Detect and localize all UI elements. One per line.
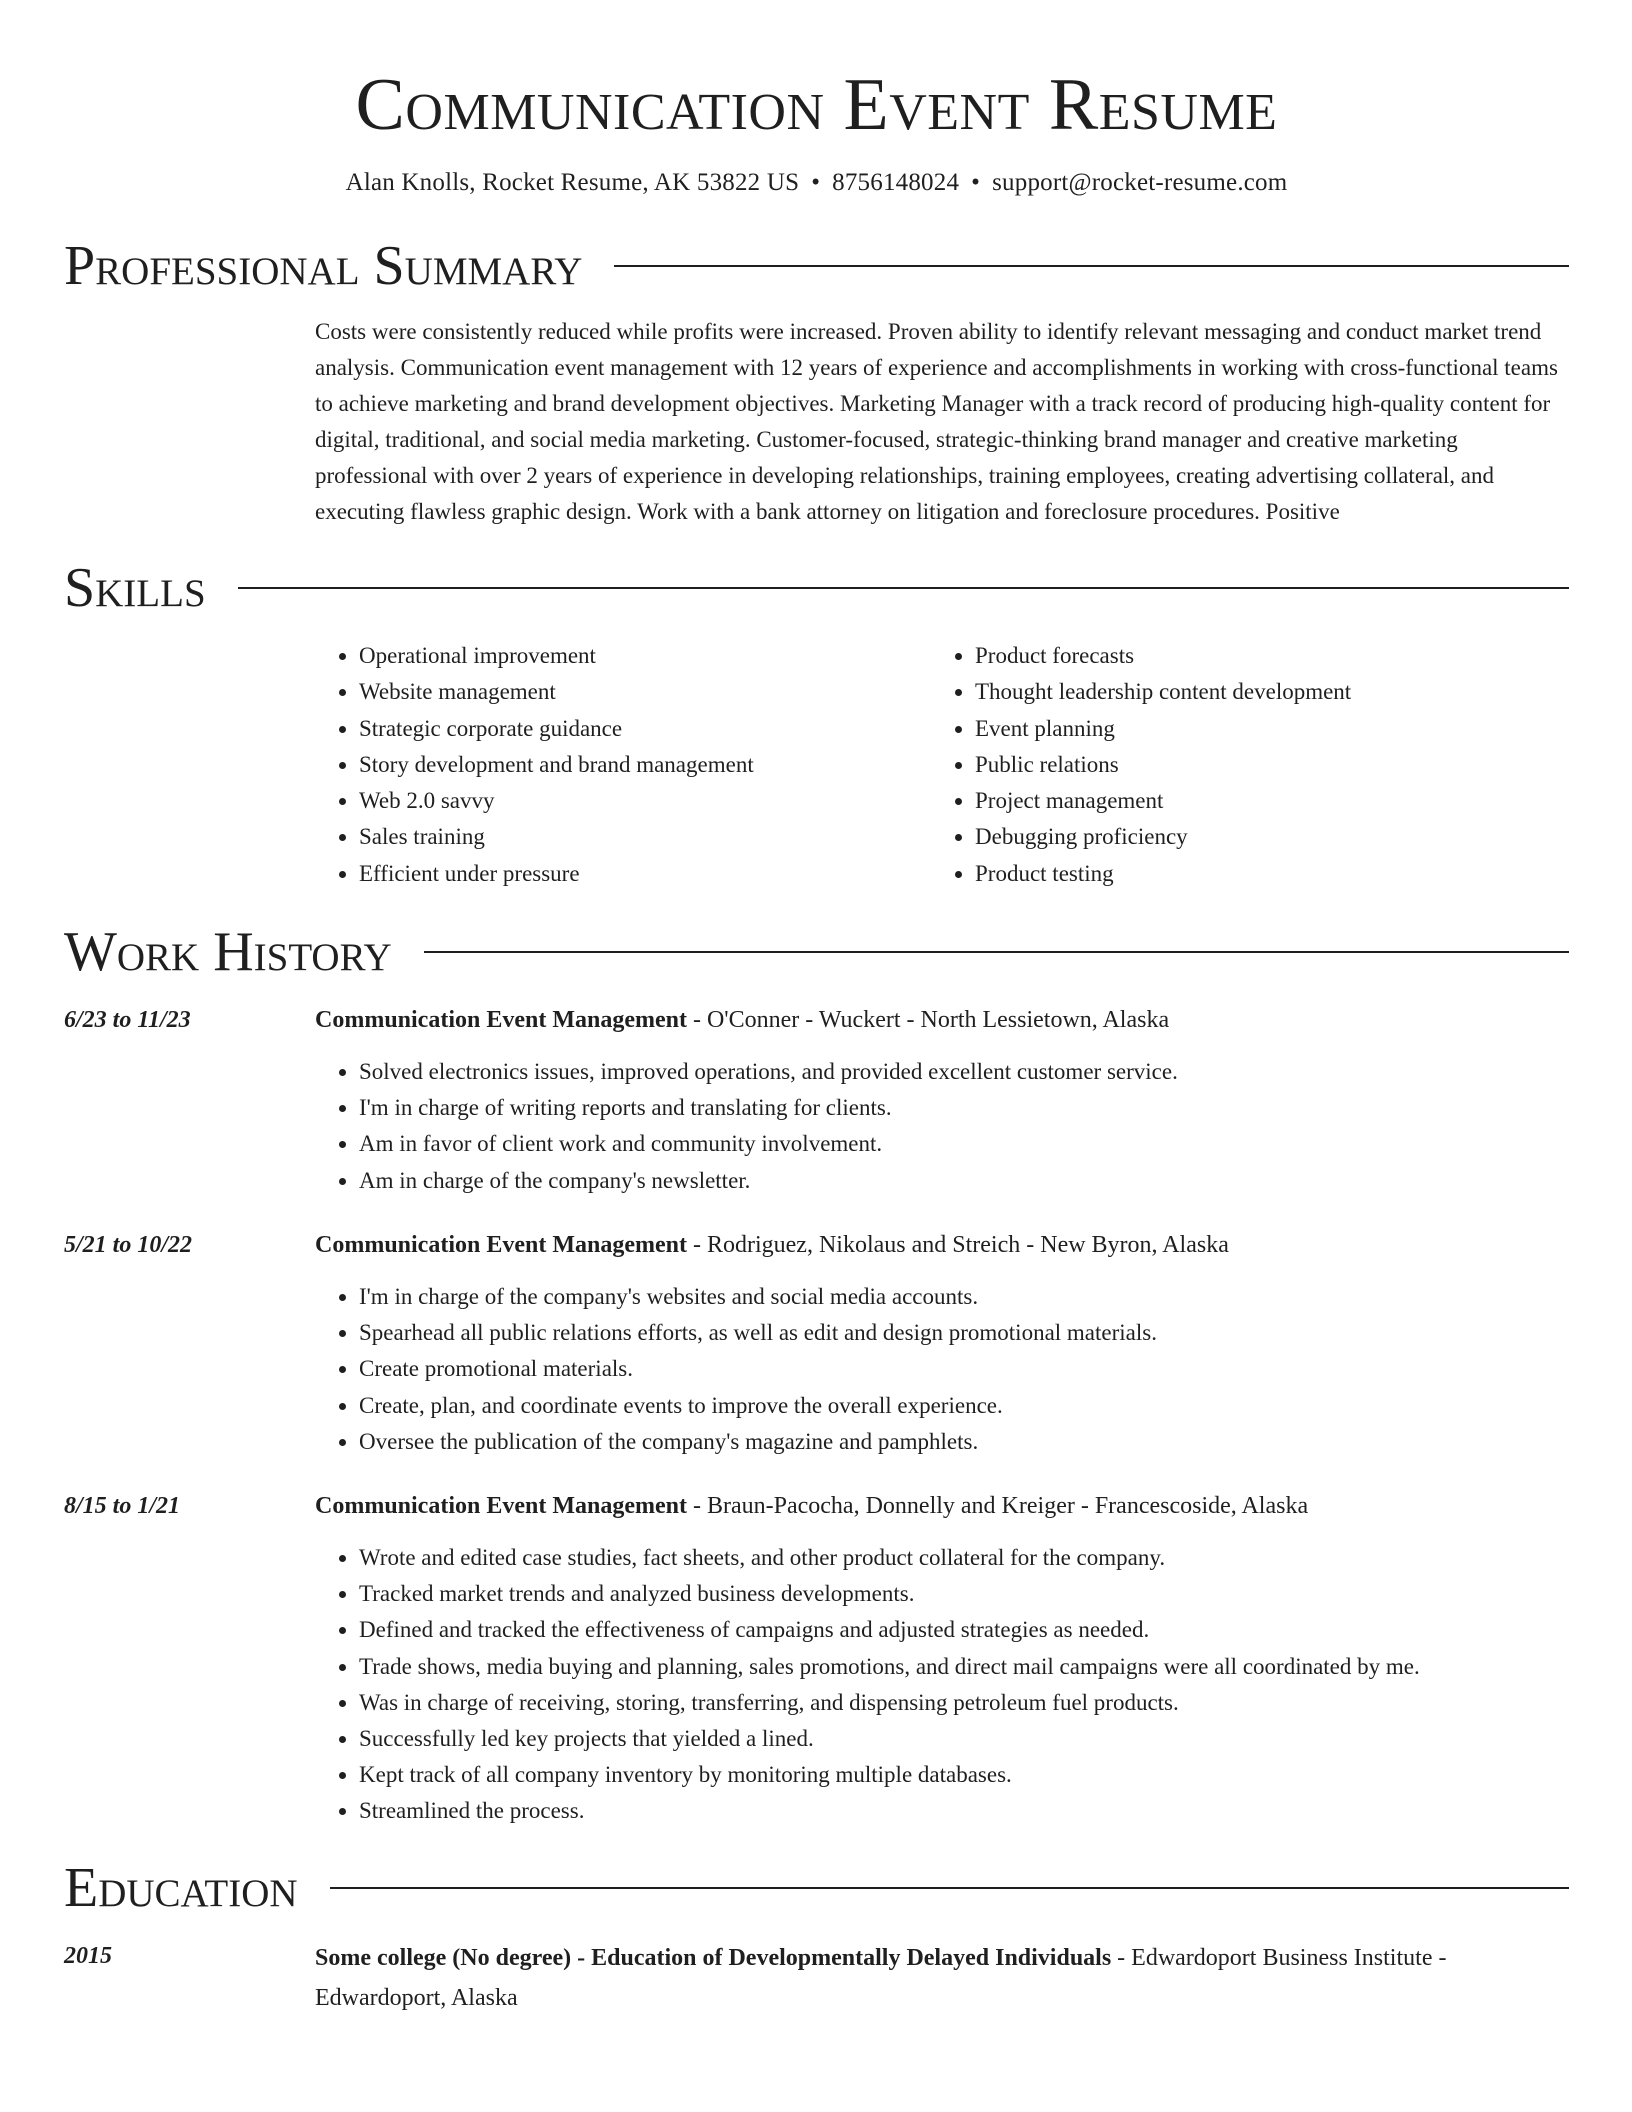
job-title-line [315,1488,1569,1524]
skill-item: • Public relations [975,747,1547,783]
job-entry [64,1227,1569,1460]
job-duty: • Create, plan, and coordinate events to improve the overall experience. [359,1388,1569,1424]
education-heading [64,1856,1569,1920]
education-entry [64,1938,1569,2018]
skill-item: • Event planning [975,711,1547,747]
job-duty: • I'm in charge of the company's websites and social media accounts. [359,1279,1569,1315]
job-duty: • Oversee the publication of the company's magazine and pamphlets. [359,1424,1569,1460]
contact-phone: 8756148024 [832,169,960,196]
job-duty: • Tracked market trends and analyzed business developments. [359,1576,1569,1612]
skills-column-left [315,638,931,892]
skill-item: • Sales training [359,819,931,855]
contact-email: support@rocket-resume.com [992,169,1288,196]
education-degree: Some college (No degree) - Education of Developmentally Delayed Individuals [315,1944,1112,1971]
contact-address: Alan Knolls, Rocket Resume, AK 53822 US [345,169,800,196]
job-duty: • Defined and tracked the effectiveness of campaigns and adjusted strategies as needed. [359,1612,1569,1648]
skill-item: • Debugging proficiency [975,819,1547,855]
skills-heading [64,556,1569,620]
job-entry [64,1002,1569,1199]
education-title-line [315,1938,1569,2018]
skill-item: • Web 2.0 savvy [359,783,931,819]
job-duty: • Solved electronics issues, improved operations, and provided excellent customer service. [359,1054,1569,1090]
job-duty: • Am in charge of the company's newsletter. [359,1163,1569,1199]
job-duties [315,1054,1569,1199]
education-year: 2015 [64,1942,112,1969]
contact-line [64,166,1569,200]
skill-item: • Website management [359,674,931,710]
job-dates: 8/15 to 1/21 [64,1492,181,1519]
contact-separator: • [811,169,821,196]
job-title-line [315,1002,1569,1038]
skill-item: • Strategic corporate guidance [359,711,931,747]
job-duty: • Wrote and edited case studies, fact sheets, and other product collateral for the company. [359,1540,1569,1576]
job-duties [315,1540,1569,1830]
job-dates: 5/21 to 10/22 [64,1231,193,1258]
summary-heading [64,234,1569,298]
resume-page [64,0,1569,2018]
education-school: - Edwardoport Business Institute - Edwardoport, Alaska [315,1944,1447,2011]
job-duty: • Am in favor of client work and community involvement. [359,1126,1569,1162]
resume-title: Communication Event Resume [355,64,1278,146]
summary-heading-text: Professional Summary [64,235,583,297]
skills-list [315,638,1569,892]
skills-column-right [931,638,1547,892]
job-duty: • Create promotional materials. [359,1351,1569,1387]
job-employer: - O'Conner - Wuckert - North Lessietown, Alaska [686,1007,1170,1034]
work-history-heading-text: Work History [64,921,392,984]
job-role: Communication Event Management [315,1492,687,1519]
skill-item: • Product testing [975,856,1547,892]
skill-item: • Thought leadership content development [975,674,1547,710]
job-duty: • Streamlined the process. [359,1793,1569,1829]
job-employer: - Rodriguez, Nikolaus and Streich - New Byron, Alaska [686,1231,1229,1258]
section-divider [238,587,1569,589]
job-entry [64,1488,1569,1830]
skill-item: • Operational improvement [359,638,931,674]
work-history-heading [64,920,1569,984]
skills-heading-text: Skills [64,557,206,619]
job-duty: • Was in charge of receiving, storing, transferring, and dispensing petroleum fuel products. [359,1685,1569,1721]
education-heading-text: Education [64,1856,298,1919]
job-employer: - Braun-Pacocha, Donnelly and Kreiger - Francescoside, Alaska [686,1492,1309,1519]
job-role: Communication Event Management [315,1007,687,1034]
summary-text: Costs were consistently reduced while profits were increased. Proven ability to identify relevant messaging and conduct market trend analysis. Communication event management with 12 years of experience and accomplishments in working with cross-functional teams to achieve marketing and brand development objectives. Marketing Manager with a track record of producing high-quality content for digital, traditional, and social media marketing. Customer-focused, strategic-thinking brand manager and creative marketing professional with over 2 years of experience in developing relationships, training employees, creating advertising collateral, and executing flawless graphic design. Work with a bank attorney on litigation and foreclosure procedures. Positive [315,319,1558,524]
skill-item: • Product forecasts [975,638,1547,674]
job-duty: • Trade shows, media buying and planning, sales promotions, and direct mail campaigns were all coordinated by me. [359,1649,1569,1685]
contact-separator: • [971,169,981,196]
section-divider [424,951,1569,953]
job-duties [315,1279,1569,1460]
section-divider [614,265,1569,267]
job-duty: • Spearhead all public relations efforts, as well as edit and design promotional materials. [359,1315,1569,1351]
job-duty: • Successfully led key projects that yielded a lined. [359,1721,1569,1757]
job-role: Communication Event Management [315,1231,687,1258]
job-duty: • I'm in charge of writing reports and translating for clients. [359,1090,1569,1126]
skill-item: • Project management [975,783,1547,819]
job-title-line [315,1227,1569,1263]
skill-item: • Story development and brand management [359,747,931,783]
skill-item: • Efficient under pressure [359,856,931,892]
job-dates: 6/23 to 11/23 [64,1007,191,1034]
job-duty: • Kept track of all company inventory by monitoring multiple databases. [359,1757,1569,1793]
section-divider [330,1887,1569,1889]
